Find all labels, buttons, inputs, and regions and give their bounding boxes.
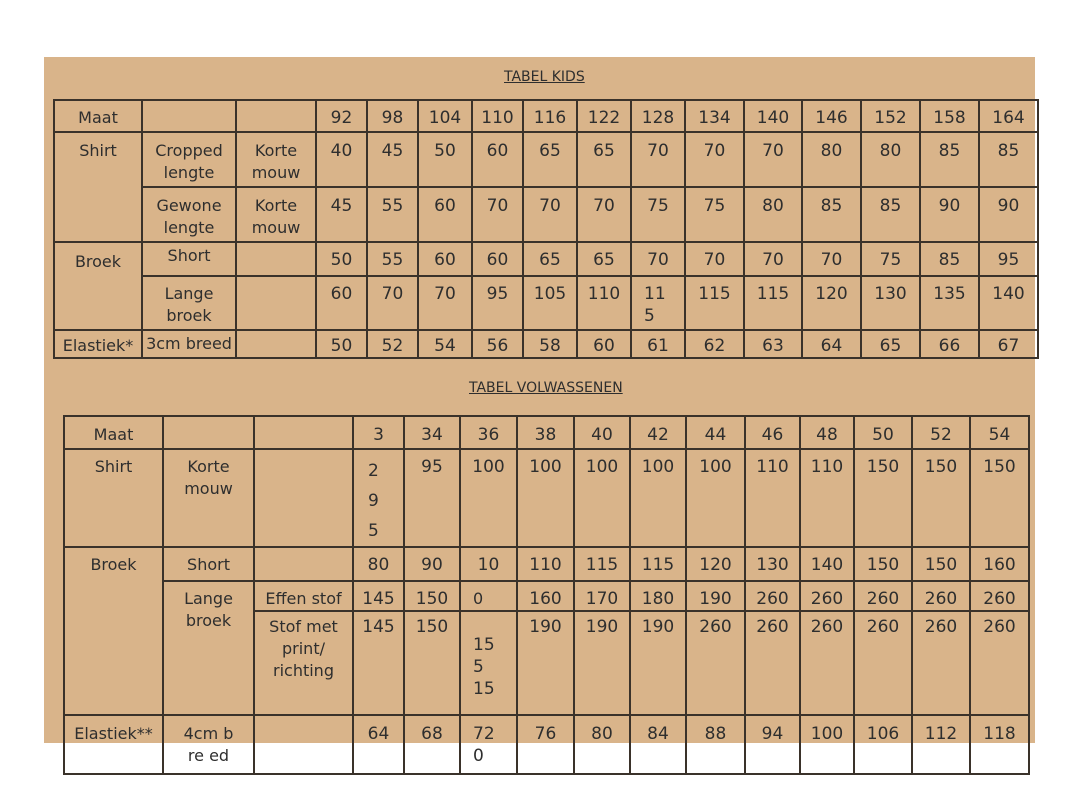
value-cell: 64 (802, 330, 861, 358)
value-cell: 140 (979, 276, 1038, 330)
value-cell: 95 (404, 449, 460, 547)
value-cell: 84 (630, 715, 686, 774)
elastic-width-label: 3cm breed (142, 330, 236, 358)
short-label: Short (142, 242, 236, 276)
value-cell: 95 (979, 242, 1038, 276)
pants-label: Broek (54, 242, 142, 330)
value-cell: 65 (577, 242, 631, 276)
size-116: 116 (523, 100, 577, 132)
empty-cell (236, 276, 316, 330)
value-cell: 60 (418, 187, 472, 242)
value-cell: 75 (861, 242, 920, 276)
value-cell: 118 (970, 715, 1029, 774)
value-cell: 65 (523, 242, 577, 276)
empty-cell (254, 547, 353, 581)
value-cell: 80 (574, 715, 630, 774)
value-cell: 56 (472, 330, 523, 358)
adults-header-row (64, 416, 1029, 449)
pants-label: Broek (64, 547, 163, 715)
empty-cell (254, 449, 353, 547)
value-cell: 150 (912, 547, 970, 581)
kids-size-table (53, 99, 1039, 359)
value-cell: 60 (577, 330, 631, 358)
size-42: 42 (630, 416, 686, 449)
value-cell: 105 (523, 276, 577, 330)
value-cell: 140 (800, 547, 854, 581)
value-cell: 190 (574, 611, 630, 715)
value-cell: 50 (316, 242, 367, 276)
value-cell: 80 (353, 547, 404, 581)
value-cell: 85 (920, 242, 979, 276)
kids-shirt-cropped-row (54, 132, 1038, 187)
regular-length-label: Gewone lengte (142, 187, 236, 242)
value-cell: 260 (686, 611, 745, 715)
value-cell: 260 (800, 581, 854, 611)
value-cell: 85 (861, 187, 920, 242)
value-cell: 70 (744, 132, 802, 187)
value-cell: 58 (523, 330, 577, 358)
value-cell: 90 (979, 187, 1038, 242)
size-152: 152 (861, 100, 920, 132)
value-cell: 260 (912, 581, 970, 611)
size-36: 36 (460, 416, 517, 449)
value-cell: 75 (631, 187, 685, 242)
value-cell: 80 (744, 187, 802, 242)
value-cell: 61 (631, 330, 685, 358)
size-110: 110 (472, 100, 523, 132)
empty-cell (254, 416, 353, 449)
value-cell: 110 (577, 276, 631, 330)
empty-cell (236, 242, 316, 276)
value-cell: 40 (316, 132, 367, 187)
value-cell: 80 (861, 132, 920, 187)
value-cell: 50 (316, 330, 367, 358)
value-cell: 67 (979, 330, 1038, 358)
value-cell: 90 (920, 187, 979, 242)
adults-size-table (63, 415, 1030, 775)
value-cell: 70 (631, 242, 685, 276)
empty-cell (236, 330, 316, 358)
value-cell: 135 (920, 276, 979, 330)
value-cell: 115 (685, 276, 744, 330)
value-cell: 260 (745, 581, 800, 611)
value-cell: 70 (523, 187, 577, 242)
value-cell: 10 (460, 547, 517, 581)
long-pants-label: Lange broek (142, 276, 236, 330)
adults-table-title: TABEL VOLWASSENEN (469, 380, 623, 396)
value-cell: 100 (800, 715, 854, 774)
value-cell: 115 (574, 547, 630, 581)
kids-size-label: Maat (54, 100, 142, 132)
short-sleeve-label: Korte mouw (236, 187, 316, 242)
size-38: 38 (517, 416, 574, 449)
size-128: 128 (631, 100, 685, 132)
value-cell: 55 (367, 242, 418, 276)
value-cell: 260 (745, 611, 800, 715)
value-cell: 60 (418, 242, 472, 276)
value-cell: 70 (631, 132, 685, 187)
value-cell: 70 (802, 242, 861, 276)
value-cell: 70 (367, 276, 418, 330)
size-104: 104 (418, 100, 472, 132)
value-cell: 85 (802, 187, 861, 242)
adults-elastic-row (64, 715, 1029, 774)
value-cell: 145 (353, 581, 404, 611)
size-3: 3 (353, 416, 404, 449)
elastic-label: Elastiek** (64, 715, 163, 774)
value-cell: 720 (460, 715, 517, 774)
value-cell: 75 (685, 187, 744, 242)
value-cell: 170 (574, 581, 630, 611)
elastic-width-label: 4cm bre ed (163, 715, 254, 774)
empty-cell (254, 715, 353, 774)
empty-cell (163, 416, 254, 449)
size-92: 92 (316, 100, 367, 132)
value-cell: 100 (630, 449, 686, 547)
shirt-label: Shirt (64, 449, 163, 547)
value-cell: 260 (854, 611, 912, 715)
value-cell: 60 (316, 276, 367, 330)
value-cell: 160 (970, 547, 1029, 581)
plain-fabric-label: Effen stof (254, 581, 353, 611)
size-52: 52 (912, 416, 970, 449)
value-cell: 70 (472, 187, 523, 242)
value-cell: 130 (861, 276, 920, 330)
value-cell: 150 (854, 449, 912, 547)
value-cell: 88 (686, 715, 745, 774)
printed-fabric-label: Stof met print/ richting (254, 611, 353, 715)
adults-shirt-row (64, 449, 1029, 547)
short-sleeve-label: Korte mouw (163, 449, 254, 547)
adults-pants-plain-row (64, 581, 1029, 611)
value-cell: 62 (685, 330, 744, 358)
value-cell: 45 (316, 187, 367, 242)
value-cell: 150 (912, 449, 970, 547)
value-cell: 260 (912, 611, 970, 715)
value-cell: 110 (517, 547, 574, 581)
size-122: 122 (577, 100, 631, 132)
elastic-label: Elastiek* (54, 330, 142, 358)
value-cell: 70 (685, 132, 744, 187)
value-cell: 110 (800, 449, 854, 547)
size-98: 98 (367, 100, 418, 132)
value-cell: 120 (686, 547, 745, 581)
value-cell: 65 (523, 132, 577, 187)
value-cell: 70 (418, 276, 472, 330)
shirt-label: Shirt (54, 132, 142, 242)
kids-header-row (54, 100, 1038, 132)
value-cell: 260 (970, 611, 1029, 715)
value-cell: 112 (912, 715, 970, 774)
value-cell: 295 (353, 449, 404, 547)
value-cell: 60 (472, 132, 523, 187)
value-cell: 100 (574, 449, 630, 547)
value-cell: 100 (517, 449, 574, 547)
value-cell: 120 (802, 276, 861, 330)
value-cell: 115 (630, 547, 686, 581)
value-cell: 90 (404, 547, 460, 581)
value-cell: 94 (745, 715, 800, 774)
value-cell: 63 (744, 330, 802, 358)
value-cell: 106 (854, 715, 912, 774)
value-cell: 150 (404, 611, 460, 715)
kids-elastic-row (54, 330, 1038, 358)
value-cell: 115 (631, 276, 685, 330)
short-label: Short (163, 547, 254, 581)
size-44: 44 (686, 416, 745, 449)
value-cell: 54 (418, 330, 472, 358)
value-cell: 65 (861, 330, 920, 358)
value-cell: 85 (979, 132, 1038, 187)
size-50: 50 (854, 416, 912, 449)
size-40: 40 (574, 416, 630, 449)
value-cell: 190 (630, 611, 686, 715)
value-cell: 145 (353, 611, 404, 715)
value-cell: 64 (353, 715, 404, 774)
value-cell: 130 (745, 547, 800, 581)
value-cell: 100 (686, 449, 745, 547)
value-cell: 110 (745, 449, 800, 547)
value-cell: 70 (577, 187, 631, 242)
value-cell: 160 (517, 581, 574, 611)
kids-table-title: TABEL KIDS (504, 69, 585, 85)
value-cell: 65 (577, 132, 631, 187)
kids-shirt-regular-row (54, 187, 1038, 242)
size-158: 158 (920, 100, 979, 132)
size-146: 146 (802, 100, 861, 132)
value-cell: 0 (460, 581, 517, 611)
value-cell: 190 (686, 581, 745, 611)
value-cell: 100 (460, 449, 517, 547)
value-cell: 68 (404, 715, 460, 774)
value-cell: 95 (472, 276, 523, 330)
value-cell: 66 (920, 330, 979, 358)
kids-pants-short-row (54, 242, 1038, 276)
value-cell: 150 (404, 581, 460, 611)
adults-pants-short-row (64, 547, 1029, 581)
value-cell: 80 (802, 132, 861, 187)
value-cell: 55 (367, 187, 418, 242)
value-cell: 70 (685, 242, 744, 276)
value-cell: 190 (517, 611, 574, 715)
size-34: 34 (404, 416, 460, 449)
size-46: 46 (745, 416, 800, 449)
empty-cell (142, 100, 236, 132)
empty-cell (236, 100, 316, 132)
long-pants-label: Lange broek (163, 581, 254, 715)
value-cell: 76 (517, 715, 574, 774)
adults-size-label: Maat (64, 416, 163, 449)
value-cell: 115 (744, 276, 802, 330)
value-cell: 50 (418, 132, 472, 187)
size-164: 164 (979, 100, 1038, 132)
value-cell: 70 (744, 242, 802, 276)
value-cell: 150 (854, 547, 912, 581)
value-cell: 150 (970, 449, 1029, 547)
value-cell: 260 (800, 611, 854, 715)
cropped-length-label: Cropped lengte (142, 132, 236, 187)
size-140: 140 (744, 100, 802, 132)
value-cell: 260 (970, 581, 1029, 611)
short-sleeve-label: Korte mouw (236, 132, 316, 187)
value-cell: 45 (367, 132, 418, 187)
value-cell: 155 15 (460, 611, 517, 715)
value-cell: 260 (854, 581, 912, 611)
value-cell: 180 (630, 581, 686, 611)
size-54: 54 (970, 416, 1029, 449)
size-134: 134 (685, 100, 744, 132)
value-cell: 85 (920, 132, 979, 187)
value-cell: 52 (367, 330, 418, 358)
value-cell: 60 (472, 242, 523, 276)
size-48: 48 (800, 416, 854, 449)
kids-pants-long-row (54, 276, 1038, 330)
